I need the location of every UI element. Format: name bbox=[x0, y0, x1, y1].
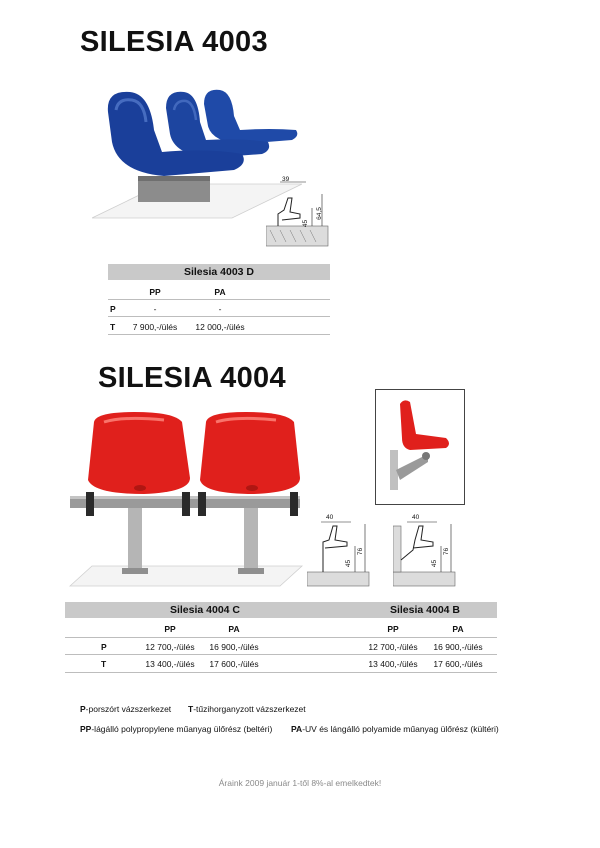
side-view-image-4004b bbox=[375, 389, 465, 505]
legend-p bbox=[80, 704, 171, 714]
legend-pa-text: -UV és lángálló polyamide műanyag ülőrész (kültéri) bbox=[302, 724, 499, 734]
table-4003-cell: 7 900,-/ülés bbox=[132, 322, 178, 332]
legend-p-key: P bbox=[80, 704, 86, 714]
legend-t-text: -tűzihorganyzott vázszerkezet bbox=[193, 704, 306, 714]
table-4003-cell: 12 000,-/ülés bbox=[195, 322, 245, 332]
legend-pp-text: -lágálló polypropylene műanyag ülőrész (beltéri) bbox=[91, 724, 273, 734]
dim-total-height-4004c: 76 bbox=[357, 547, 365, 556]
legend-pp bbox=[80, 724, 272, 734]
dim-total-height-4004b: 76 bbox=[443, 547, 451, 556]
dim-total-height-4003: 64,5 bbox=[315, 207, 323, 220]
product-image-4004 bbox=[64, 408, 308, 588]
table-4003-row-label: T bbox=[110, 322, 116, 332]
table-4004-rule bbox=[65, 672, 497, 673]
table-4004c-cell: 13 400,-/ülés bbox=[145, 659, 195, 669]
dim-seat-height-4003: 45 bbox=[302, 219, 310, 228]
table-4003-row-label: P bbox=[110, 304, 116, 314]
table-4004-row-label: T bbox=[101, 659, 107, 669]
dim-width-4004b: 40 bbox=[412, 514, 420, 521]
legend-pp-key: PP bbox=[80, 724, 92, 734]
table-4004c-col-pa: PA bbox=[228, 624, 240, 634]
dim-seat-height-4004c: 45 bbox=[345, 559, 353, 568]
table-4004c-cell: 17 600,-/ülés bbox=[209, 659, 259, 669]
table-4004-rule bbox=[65, 654, 497, 655]
table-4004b-cell: 17 600,-/ülés bbox=[433, 659, 483, 669]
table-4004-rule bbox=[65, 637, 497, 638]
table-4003-col-pa: PA bbox=[214, 287, 226, 297]
legend-pa bbox=[291, 724, 499, 734]
table-4004b-cell: 13 400,-/ülés bbox=[368, 659, 418, 669]
table-4003-rule bbox=[108, 334, 330, 335]
table-4003-col-pp: PP bbox=[149, 287, 161, 297]
table-4004b-col-pp: PP bbox=[387, 624, 399, 634]
table-4004b-header: Silesia 4004 B bbox=[389, 604, 461, 616]
table-4003-cell: - bbox=[153, 304, 157, 314]
table-4003-header: Silesia 4003 D bbox=[108, 264, 330, 280]
legend-t-key: T bbox=[188, 704, 194, 714]
dim-seat-height-4004b: 45 bbox=[431, 559, 439, 568]
dim-width-4003: 39 bbox=[282, 176, 290, 183]
table-4004c-cell: 12 700,-/ülés bbox=[145, 642, 195, 652]
table-4004b-cell: 16 900,-/ülés bbox=[433, 642, 483, 652]
footer-note: Áraink 2009 január 1-től 8%-al emelkedtek! bbox=[218, 778, 382, 788]
title-4004: SILESIA 4004 bbox=[98, 362, 286, 394]
table-4004-row-label: P bbox=[101, 642, 107, 652]
table-4004b-col-pa: PA bbox=[452, 624, 464, 634]
table-4004c-cell: 16 900,-/ülés bbox=[209, 642, 259, 652]
table-4003-cell: - bbox=[218, 304, 222, 314]
table-4003-rule bbox=[108, 299, 330, 300]
table-4004c-col-pp: PP bbox=[164, 624, 176, 634]
table-4004b-cell: 12 700,-/ülés bbox=[368, 642, 418, 652]
title-4003: SILESIA 4003 bbox=[80, 26, 268, 58]
legend-pa-key: PA bbox=[291, 724, 303, 734]
table-4003-rule bbox=[108, 316, 330, 317]
table-4004c-header: Silesia 4004 C bbox=[169, 604, 241, 616]
legend-t bbox=[188, 704, 306, 714]
legend-p-text: -porszórt vázszerkezet bbox=[85, 704, 172, 714]
dim-width-4004c: 40 bbox=[326, 514, 334, 521]
